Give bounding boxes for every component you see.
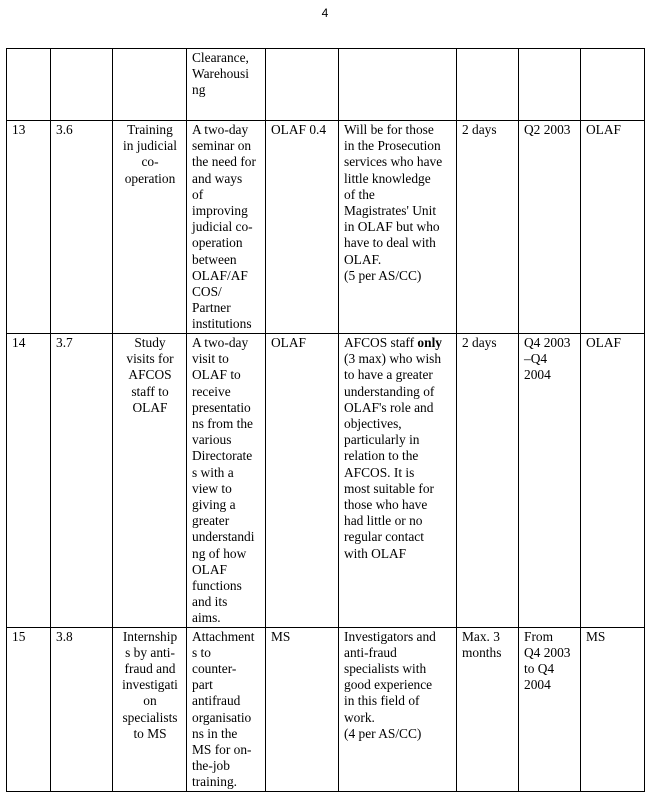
text-line: most suitable for xyxy=(344,480,435,496)
table-row xyxy=(7,334,645,628)
text-line: seminar on xyxy=(192,138,252,154)
text-line: and its xyxy=(192,594,228,610)
cell-participants: OLAF 0.4 xyxy=(266,121,339,334)
text-line: (4 per AS/CC) xyxy=(344,725,422,741)
text-line: operation xyxy=(192,235,243,251)
cell-timing xyxy=(519,49,581,121)
text-line: ns from the xyxy=(192,416,253,432)
text-line: 2004 xyxy=(524,367,551,383)
cell-description xyxy=(187,49,266,121)
cell-participants xyxy=(266,49,339,121)
text-line: training. xyxy=(192,774,237,790)
text-line: visit to xyxy=(192,351,229,367)
text-line: antifraud xyxy=(192,693,241,709)
cell-reference: 3.7 xyxy=(51,334,113,628)
text-line: Magistrates' Unit xyxy=(344,203,437,219)
text-line: presentatio xyxy=(192,399,251,415)
cell-responsible xyxy=(581,49,645,121)
text-line: (5 per AS/CC) xyxy=(344,267,422,283)
text-line: OLAF xyxy=(192,561,227,577)
text-line: particularly in xyxy=(344,432,420,448)
cell-number: 13 xyxy=(7,121,51,334)
text-line: Internship xyxy=(122,628,178,644)
text-line: to Q4 xyxy=(524,661,555,677)
cell-participants: OLAF xyxy=(266,334,339,628)
text-line: various xyxy=(192,432,232,448)
text-line: (3 max) who wish xyxy=(344,351,442,367)
text-line: of the xyxy=(344,186,375,202)
text-line: giving a xyxy=(192,497,236,513)
text-line: months xyxy=(462,644,502,660)
text-line: in this field of xyxy=(344,693,420,709)
text-line: have to deal with xyxy=(344,235,436,251)
cell-number xyxy=(7,49,51,121)
text-line: ns in the xyxy=(192,725,238,741)
cell-target-group xyxy=(339,627,457,791)
text-line: little knowledge xyxy=(344,170,431,186)
cell-timing xyxy=(519,334,581,628)
cell-number: 14 xyxy=(7,334,51,628)
table-row xyxy=(7,627,645,791)
text-line: functions xyxy=(192,578,242,594)
emphasis-text: only xyxy=(417,335,442,350)
cell-duration xyxy=(457,49,519,121)
text-line: institutions xyxy=(192,316,252,332)
text-line: COS/ xyxy=(192,284,222,300)
text-line: Directorate xyxy=(192,448,253,464)
cell-description xyxy=(187,627,266,791)
cell-reference: 3.6 xyxy=(51,121,113,334)
text-line: part xyxy=(192,677,213,693)
text-line: aims. xyxy=(192,610,221,626)
text-line: services who have xyxy=(344,154,443,170)
cell-timing xyxy=(519,121,581,334)
text-line: OLAF's role and xyxy=(344,399,434,415)
text-line: work. xyxy=(344,709,375,725)
text-line: co- xyxy=(141,154,159,170)
text-line: OLAF to xyxy=(192,367,241,383)
text-line xyxy=(344,335,452,351)
cell-activity xyxy=(113,334,187,628)
text-line: to have a greater xyxy=(344,367,433,383)
text-line: between xyxy=(192,251,237,267)
text-line: Max. 3 xyxy=(462,628,500,644)
text-line: AFCOS. It is xyxy=(344,464,415,480)
text-line: s with a xyxy=(192,464,234,480)
text-line: and ways xyxy=(192,170,243,186)
text-line: From xyxy=(524,628,554,644)
text-line: the-job xyxy=(192,758,230,774)
text-line: OLAF xyxy=(132,399,168,415)
text-line: Investigators and xyxy=(344,628,436,644)
cell-duration: 2 days xyxy=(457,334,519,628)
text-line: good experience xyxy=(344,677,433,693)
text-line: receive xyxy=(192,383,231,399)
text-line: view to xyxy=(192,480,232,496)
text-line: Will be for those xyxy=(344,122,434,137)
cell-number: 15 xyxy=(7,627,51,791)
cell-responsible: OLAF xyxy=(581,334,645,628)
text-line: Training xyxy=(127,122,173,137)
text-line: relation to the xyxy=(344,448,419,464)
text-line: improving xyxy=(192,203,248,219)
text-line: 2004 xyxy=(524,677,551,693)
text-line: with OLAF xyxy=(344,545,407,561)
text-line: fraud and xyxy=(124,661,176,677)
cell-duration: 2 days xyxy=(457,121,519,334)
table-row xyxy=(7,121,645,334)
training-plan-table xyxy=(6,48,645,792)
text-line: specialists xyxy=(122,709,178,725)
cell-description xyxy=(187,334,266,628)
cell-reference xyxy=(51,49,113,121)
text-line: A two-day xyxy=(192,335,249,350)
text-line: to MS xyxy=(133,725,167,741)
text-run: AFCOS staff xyxy=(344,335,418,350)
text-line: Warehousi xyxy=(192,66,249,82)
text-line: the need for xyxy=(192,154,256,170)
text-line: Clearance, xyxy=(192,50,249,65)
text-line: regular contact xyxy=(344,529,424,545)
text-line: on xyxy=(143,693,157,709)
text-line: Q2 2003 xyxy=(524,122,571,137)
text-line: s by anti- xyxy=(125,644,175,660)
text-line: judicial co- xyxy=(192,219,253,235)
text-line: MS for on- xyxy=(192,742,252,758)
cell-target-group xyxy=(339,49,457,121)
text-line: in the Prosecution xyxy=(344,138,441,154)
page-number: 4 xyxy=(321,6,329,20)
text-line: Study xyxy=(134,335,166,350)
text-line: OLAF/AF xyxy=(192,267,248,283)
text-line: operation xyxy=(124,170,176,186)
text-line: ng xyxy=(192,82,206,98)
text-line: Q4 2003 xyxy=(524,335,571,350)
cell-timing xyxy=(519,627,581,791)
text-line: specialists with xyxy=(344,661,427,677)
text-line: anti-fraud xyxy=(344,644,397,660)
text-line: staff to xyxy=(131,383,169,399)
text-line: understanding of xyxy=(344,383,435,399)
text-line: Attachment xyxy=(192,628,255,644)
text-line: A two-day xyxy=(192,122,249,137)
cell-participants: MS xyxy=(266,627,339,791)
text-line: of xyxy=(192,186,204,202)
cell-target-group xyxy=(339,334,457,628)
text-line: –Q4 xyxy=(524,351,548,367)
table-row xyxy=(7,49,645,121)
text-line: ng of how xyxy=(192,545,247,561)
text-line: in judicial xyxy=(123,138,177,154)
text-line: visits for xyxy=(126,351,174,367)
text-line: objectives, xyxy=(344,416,402,432)
text-line: greater xyxy=(192,513,230,529)
cell-reference: 3.8 xyxy=(51,627,113,791)
text-line: AFCOS xyxy=(128,367,172,383)
text-line: Partner xyxy=(192,300,231,316)
text-line: those who have xyxy=(344,497,428,513)
cell-responsible: OLAF xyxy=(581,121,645,334)
text-line: organisatio xyxy=(192,709,252,725)
cell-duration xyxy=(457,627,519,791)
cell-activity xyxy=(113,121,187,334)
text-line: understandi xyxy=(192,529,255,545)
cell-description xyxy=(187,121,266,334)
text-line: in OLAF but who xyxy=(344,219,440,235)
text-line: s to xyxy=(192,644,211,660)
text-line: OLAF. xyxy=(344,251,382,267)
text-line: investigati xyxy=(122,677,178,693)
text-line: had little or no xyxy=(344,513,423,529)
text-line: Q4 2003 xyxy=(524,644,571,660)
cell-activity xyxy=(113,627,187,791)
text-line: counter- xyxy=(192,661,237,677)
cell-target-group xyxy=(339,121,457,334)
cell-responsible: MS xyxy=(581,627,645,791)
cell-activity xyxy=(113,49,187,121)
